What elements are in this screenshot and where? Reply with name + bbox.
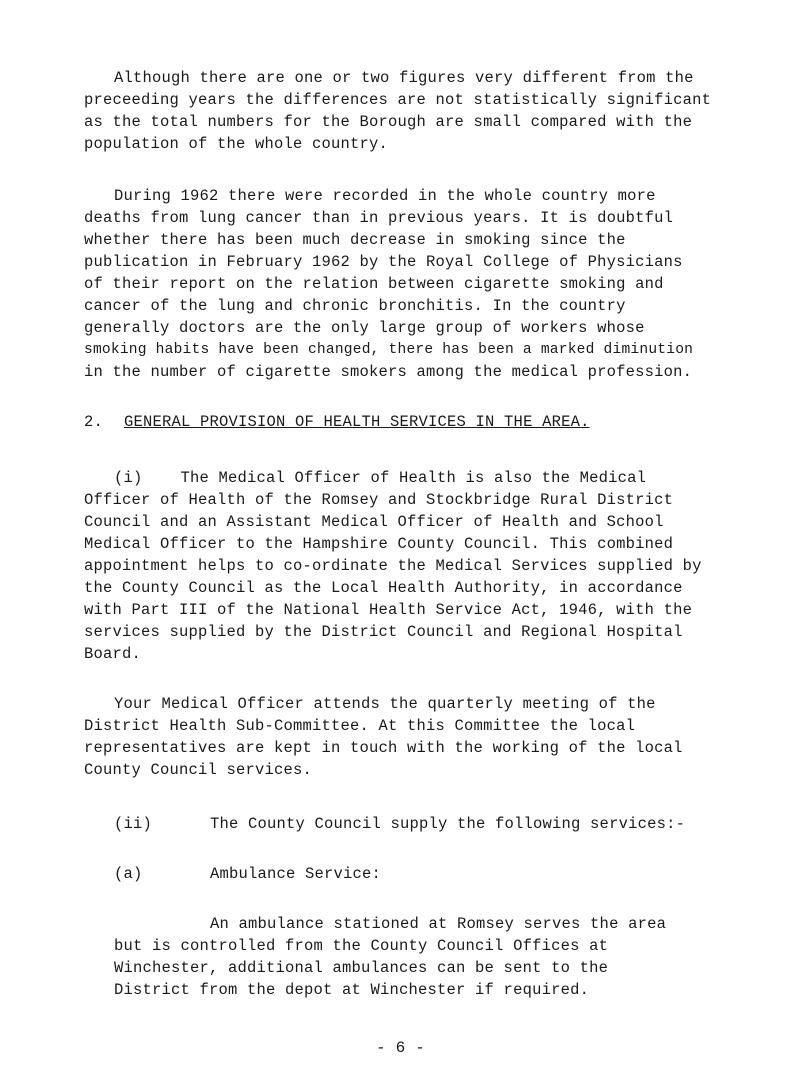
paragraph-1-line-4: population of the whole country. [84,135,389,153]
item-ii-text: The County Council supply the following services:- [210,815,686,833]
paragraph-5-line-3: Winchester, additional ambulances can be sent to the [114,959,609,977]
paragraph-2-line-3: whether there has been much decrease in smoking since the [84,231,626,249]
paragraph-4-line-1: Your Medical Officer attends the quarterly meeting of the [114,695,656,713]
paragraph-4-line-3: representatives are kept in touch with the working of the local [84,739,683,757]
paragraph-2-line-5: of their report on the relation between cigarette smoking and [84,275,664,293]
paragraph-3-line-6: the County Council as the Local Health Authority, in accordance [84,579,683,597]
section-heading: GENERAL PROVISION OF HEALTH SERVICES IN THE AREA. [124,413,590,431]
paragraph-3-line-1: (i) The Medical Officer of Health is also the Medical [114,469,647,487]
paragraph-1-line-3: as the total numbers for the Borough are small compared with the [84,113,693,131]
paragraph-4-line-2: District Health Sub-Committee. At this Committee the local [84,717,636,735]
paragraph-3-line-9: Board. [84,645,142,663]
paragraph-5-line-1: An ambulance stationed at Romsey serves the area [210,915,667,933]
paragraph-3-line-8: services supplied by the District Council and Regional Hospital [84,623,683,641]
paragraph-2-line-7: generally doctors are the only large group of workers whose [84,319,645,337]
paragraph-2-line-6: cancer of the lung and chronic bronchitis. In the country [84,297,626,315]
page-number: - 6 - [375,1039,425,1057]
item-ii-marker: (ii) [114,815,153,833]
paragraph-3-line-7: with Part III of the National Health Service Act, 1946, with the [84,601,693,619]
paragraph-3-line-3: Council and an Assistant Medical Officer of Health and School [84,513,664,531]
section-number: 2. [84,413,104,431]
paragraph-1-line-1: Although there are one or two figures very different from the [114,69,694,87]
paragraph-1-line-2: preceeding years the differences are not statistically significant [84,91,712,109]
paragraph-2-line-9: in the number of cigarette smokers among the medical profession. [84,363,693,381]
paragraph-3-line-4: Medical Officer to the Hampshire County Council. This combined [84,535,674,553]
paragraph-5-line-4: District from the depot at Winchester if required. [114,981,590,999]
paragraph-2-line-1: During 1962 there were recorded in the whole country more [114,187,656,205]
paragraph-4-line-4: County Council services. [84,761,313,779]
item-a-marker: (a) [114,865,143,883]
paragraph-2-line-4: publication in February 1962 by the Royal College of Physicians [84,253,683,271]
paragraph-5-line-2: but is controlled from the County Council Offices at [114,937,609,955]
paragraph-2-line-2: deaths from lung cancer than in previous years. It is doubtful [84,209,674,227]
paragraph-3-line-5: appointment helps to co-ordinate the Medical Services supplied by [84,557,702,575]
item-a-text: Ambulance Service: [210,865,382,883]
paragraph-2-line-8: smoking habits have been changed, there has been a marked diminution [84,342,694,358]
paragraph-3-line-2: Officer of Health of the Romsey and Stockbridge Rural District [84,491,674,509]
